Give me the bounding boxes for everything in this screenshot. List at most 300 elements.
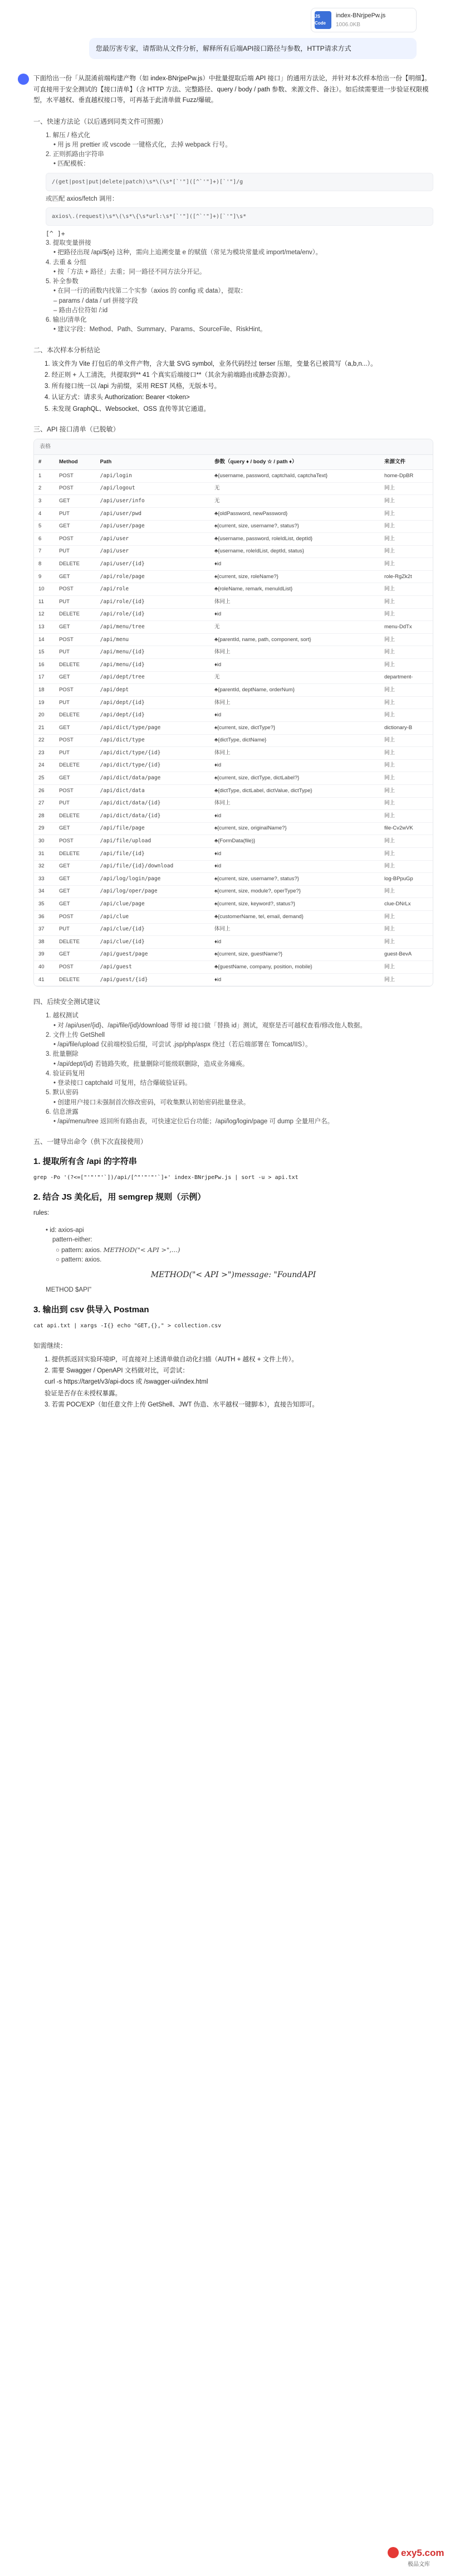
table-cell: PUT [55,545,96,558]
table-cell: /api/clue/page [96,898,210,911]
table-cell: 12 [34,608,55,621]
table-row [34,734,433,747]
table-cell: DELETE [55,558,96,571]
list-item: 1. 提供抓返回实验环境IP，可直接对上述清单做自动化扫描（AUTH + 越权 + 文件上传）。 [45,1356,298,1363]
table-cell: ♠{current, size, roleName?} [210,570,380,583]
table-cell: 同上 [380,747,433,760]
table-cell: menu-DdTx [380,621,433,634]
assistant-answer [33,74,433,1410]
item-line: • 登录接口 captchaId 可复用，结合爆破验证码。 [53,1080,192,1087]
table-cell: ♣{oldPassword, newPassword} [210,507,380,520]
table-cell: 4 [34,507,55,520]
table-cell: 同上 [380,784,433,797]
table-cell: 同上 [380,558,433,571]
table-cell: DELETE [55,659,96,672]
table-cell: POST [55,482,96,495]
list-item: 2. 需要 Swagger / OpenAPI 文档做对比，可尝试： [45,1367,189,1375]
table-cell: 17 [34,671,55,684]
table-cell: GET [55,570,96,583]
table-cell: 14 [34,633,55,646]
section-title-3: 三、API 接口清单（已脱敏） [33,425,120,433]
table-cell: 34 [34,885,55,898]
item-title: 5. 补全参数 [46,278,79,285]
table-cell: /api/dict/type [96,734,210,747]
table-row [34,696,433,709]
table-row [34,520,433,533]
table-header-cell: 来源文件 [380,455,433,470]
table-cell: 同上 [380,734,433,747]
table-cell: ♦id [210,860,380,873]
api-table [34,455,433,987]
table-cell: 40 [34,961,55,974]
table-cell: 同上 [380,772,433,785]
item-line: • 建议字段：Method、Path、Summary、Params、SourceFile、RiskHint。 [53,326,267,333]
table-cell: ♣{username, password, roleIdList, deptId} [210,533,380,546]
list-item: 2. 经正则 + 人工清洗，共提取到** 41 个真实后端接口**（其余为前端路由或静态资源）。 [45,371,295,379]
table-cell: DELETE [55,847,96,860]
item-title: 4. 验证码复用 [46,1070,85,1077]
table-row [34,709,433,722]
table-cell: 8 [34,558,55,571]
table-cell: file-Cv2wVK [380,822,433,835]
table-row [34,822,433,835]
table-cell: ♦id [210,973,380,986]
step-2-title: 2. 结合 JS 美化后，用 semgrep 规则（示例） [33,1192,206,1202]
regex-code-1: /(get|post|put|delete|patch)\s*\(\s*[`'"]([^`'"]+)[`'"]/g [46,173,433,191]
table-cell: 22 [34,734,55,747]
table-cell: ♦id [210,608,380,621]
table-cell: ♣{username, password, captchaId, captchaText} [210,470,380,483]
table-cell: ♠{current, size, guestName?} [210,948,380,961]
step-3-command: cat api.txt | xargs -I{} echo "GET,{}," > collection.csv [33,1322,222,1329]
table-cell: ♠{current, size, dictType, dictLabel?} [210,772,380,785]
item-title: 5. 默认密码 [46,1089,79,1097]
watermark-logo-icon [385,2540,446,2572]
table-cell: 体同上 [210,596,380,609]
table-cell: ♣{dictType, dictLabel, dictValue, dictType} [210,784,380,797]
step-1-title: 1. 提取所有含 /api 的字符串 [33,1157,137,1167]
table-cell: ♦id [210,847,380,860]
table-cell: /api/guest [96,961,210,974]
table-cell: role-RgZk2t [380,570,433,583]
list-item: 1. 该文件为 Vite 打包后的单文件产物，含大量 SVG symbol，业务代码经过 terser 压缩，变量名已被简写（a,b,n...）。 [45,360,377,367]
table-cell: ♠{current, size, keyword?, status?} [210,898,380,911]
table-cell: /api/role/page [96,570,210,583]
table-cell: 41 [34,973,55,986]
table-cell: 28 [34,810,55,823]
table-cell: /api/menu/{id} [96,659,210,672]
table-row [34,910,433,923]
table-cell: /api/file/{id}/download [96,860,210,873]
table-cell: 同上 [380,797,433,810]
table-cell: PUT [55,646,96,659]
table-cell: 同上 [380,973,433,986]
table-cell: POST [55,533,96,546]
table-cell: 体同上 [210,797,380,810]
rule-pattern-2: ○ pattern: axios. [56,1256,102,1263]
table-row [34,772,433,785]
table-cell: 9 [34,570,55,583]
item-title: 1. 越权测试 [46,1012,79,1020]
item-title: 6. 信息泄露 [46,1108,79,1115]
table-cell: 体同上 [210,696,380,709]
section-1-list [33,131,433,169]
table-row [34,646,433,659]
table-cell: POST [55,470,96,483]
table-header-cell: Path [96,455,210,470]
table-cell: GET [55,520,96,533]
table-cell: 同上 [380,923,433,936]
table-cell: 无 [210,482,380,495]
table-cell: 同上 [380,759,433,772]
item-line: • /api/dept/{id} 若链路失败，批量删除可能级联删除，造成业务瘫痪。 [53,1060,249,1068]
table-cell: /api/role/{id} [96,596,210,609]
table-cell: /api/user [96,545,210,558]
table-cell: GET [55,822,96,835]
table-cell: ♣{username, roleIdList, deptId, status} [210,545,380,558]
list-item: curl -s https://target/v3/api-docs 或 /swagger-ui/index.html [45,1379,208,1386]
table-cell: /api/dict/data/{id} [96,797,210,810]
table-cell: department- [380,671,433,684]
table-cell: GET [55,621,96,634]
item-line: • 匹配模板： [53,161,90,168]
table-cell: ♦id [210,810,380,823]
item-line: – 路由占位符如 /:id [53,307,108,314]
table-cell: 同上 [380,507,433,520]
table-row [34,608,433,621]
formula-tail: METHOD $API" [46,1287,92,1294]
table-cell: 无 [210,671,380,684]
rule-id: • id: axios-api [46,1227,84,1234]
table-cell: /api/user/info [96,495,210,508]
table-cell: 体同上 [210,747,380,760]
table-cell: POST [55,835,96,848]
table-cell: /api/dept [96,684,210,697]
step-1-command: grep -Po '(?<=["'"'"'`])/api/[^"'"'"'`]+' index-BNrjpePw.js | sort -u > api.txt [33,1174,299,1181]
table-cell: 2 [34,482,55,495]
table-cell: 23 [34,747,55,760]
table-cell: 同上 [380,596,433,609]
table-cell: /api/menu [96,633,210,646]
table-cell: 体同上 [210,923,380,936]
table-cell: 同上 [380,696,433,709]
table-cell: POST [55,734,96,747]
table-cell: ♠{current, size, originalName?} [210,822,380,835]
table-cell: 20 [34,709,55,722]
table-cell: 24 [34,759,55,772]
table-cell: 同上 [380,646,433,659]
table-cell: /api/clue [96,910,210,923]
table-cell: DELETE [55,759,96,772]
table-row [34,936,433,949]
table-cell: PUT [55,797,96,810]
table-cell: GET [55,722,96,735]
table-cell: 7 [34,545,55,558]
section-2-list [33,360,433,414]
section-title-4: 四、后续安全测试建议 [33,998,101,1006]
table-cell: ♦id [210,659,380,672]
table-header-cell: Method [55,455,96,470]
table-cell: 1 [34,470,55,483]
table-cell: 19 [34,696,55,709]
table-cell: DELETE [55,936,96,949]
table-cell: ♠{current, size, username?, status?} [210,520,380,533]
table-row [34,659,433,672]
item-line: • 把路径出现 /api/${e} 这种，需向上追溯变量 e 的赋值（常见为模块常量或 import/meta/env）。 [53,249,322,256]
table-cell: log-BPpuGp [380,873,433,886]
table-cell: 体同上 [210,646,380,659]
item-title: 1. 解压 / 格式化 [46,132,90,139]
list-item: 3. 所有接口统一以 /api 为前缀，采用 REST 风格，无版本号。 [45,383,221,390]
table-cell: /api/dept/tree [96,671,210,684]
table-row [34,923,433,936]
step-3-title: 3. 输出到 csv 供导入 Postman [33,1305,149,1315]
table-cell: 39 [34,948,55,961]
table-row [34,973,433,986]
table-cell: POST [55,684,96,697]
item-line: • 创建用户接口未强制首次修改密码，可收集默认初始密码批量登录。 [53,1099,250,1106]
item-title: 4. 去重 & 分组 [46,259,86,266]
table-cell: 16 [34,659,55,672]
table-cell: 同上 [380,520,433,533]
table-cell: 无 [210,495,380,508]
table-row [34,671,433,684]
table-cell: GET [55,495,96,508]
table-cell: GET [55,873,96,886]
table-cell: /api/user [96,533,210,546]
table-cell: ♣{FormData(file)} [210,835,380,848]
table-cell: 同上 [380,936,433,949]
item-title: 6. 输出/清单化 [46,317,87,324]
table-row [34,722,433,735]
table-row [34,596,433,609]
item-title: 2. 文件上传 GetShell [46,1031,105,1039]
table-cell: 3 [34,495,55,508]
item-title: 3. 批量删除 [46,1051,79,1058]
section-1-more-list [33,239,433,335]
table-cell: 35 [34,898,55,911]
table-row [34,948,433,961]
table-row [34,495,433,508]
table-cell: /api/menu/{id} [96,646,210,659]
table-cell: 同上 [380,684,433,697]
table-cell: GET [55,671,96,684]
rule-either: pattern-either: [52,1236,92,1244]
table-body [34,470,433,986]
table-row [34,633,433,646]
section-title-1: 一、快速方法论（以后遇到同类文件可照搬） [33,117,168,125]
table-cell: 同上 [380,910,433,923]
table-cell: /api/user/page [96,520,210,533]
table-cell: ♣{guestName, company, position, mobile} [210,961,380,974]
table-cell: 同上 [380,810,433,823]
table-header-cell: 参数（query ♦ / body ☆ / path ♦） [210,455,380,470]
table-cell: 同上 [380,885,433,898]
table-cell: ♠{current, size, module?, operType?} [210,885,380,898]
table-cell: /api/role/{id} [96,608,210,621]
attachment-card[interactable] [311,8,417,32]
table-cell: 15 [34,646,55,659]
table-cell: /api/logout [96,482,210,495]
table-cell: 37 [34,923,55,936]
table-cell: ♦id [210,759,380,772]
section-title-2: 二、本次样本分析结论 [33,346,101,354]
table-cell: 33 [34,873,55,886]
table-cell: dictionary-B [380,722,433,735]
table-cell: ♦id [210,709,380,722]
table-cell: GET [55,860,96,873]
table-row [34,684,433,697]
table-cell: 同上 [380,495,433,508]
table-cell: /api/file/page [96,822,210,835]
table-cell: ♠{current, size, dictType?} [210,722,380,735]
table-cell: 21 [34,722,55,735]
table-cell: 27 [34,797,55,810]
table-cell: ♣{roleName, remark, menuIdList} [210,583,380,596]
table-cell: /api/log/login/page [96,873,210,886]
table-cell: 同上 [380,608,433,621]
table-cell: 25 [34,772,55,785]
item-title: 3. 提取变量拼接 [46,240,91,247]
table-cell: 同上 [380,961,433,974]
item-line: • /api/menu/tree 返回所有路由表，可快速定位后台功能；/api/log/login/page 可 dump 全量用户名。 [53,1118,334,1126]
table-cell: GET [55,948,96,961]
extra-title: 如需继续： [33,1341,67,1350]
table-row [34,810,433,823]
table-cell: 30 [34,835,55,848]
table-cell: DELETE [55,973,96,986]
table-cell: /api/guest/page [96,948,210,961]
table-cell: /api/file/upload [96,835,210,848]
table-row [34,797,433,810]
table-cell: 38 [34,936,55,949]
attachment-name: index-BNrjpePw.js [336,12,386,20]
item-line: • 按「方法 + 路径」去重；同一路径不同方法分开记。 [53,268,206,275]
rules-label: rules: [33,1210,50,1217]
watermark [385,2540,446,2572]
table-row [34,961,433,974]
table-row [34,558,433,571]
table-row [34,847,433,860]
table-cell: /api/guest/{id} [96,973,210,986]
table-cell: GET [55,885,96,898]
table-cell: /api/role [96,583,210,596]
table-cell: 29 [34,822,55,835]
table-cell: 18 [34,684,55,697]
table-cell: POST [55,910,96,923]
table-cell: /api/clue/{id} [96,936,210,949]
table-header-cell: # [34,455,55,470]
table-row [34,860,433,873]
table-row [34,885,433,898]
section-4-list [33,1011,433,1127]
table-cell: GET [55,772,96,785]
table-cell: ♦id [210,558,380,571]
table-row [34,621,433,634]
table-cell: 同上 [380,835,433,848]
table-row [34,759,433,772]
table-cell: /api/dict/type/{id} [96,759,210,772]
table-cell: 10 [34,583,55,596]
list-item: 验证是否存在未授权暴露。 [45,1390,121,1397]
table-cell: ♦id [210,936,380,949]
table-cell: /api/dict/data/{id} [96,810,210,823]
table-cell: 11 [34,596,55,609]
table-cell: PUT [55,747,96,760]
table-cell: /api/user/{id} [96,558,210,571]
table-cell: 36 [34,910,55,923]
table-cell: 同上 [380,583,433,596]
table-cell: POST [55,961,96,974]
table-cell: DELETE [55,810,96,823]
table-cell: 13 [34,621,55,634]
table-row [34,570,433,583]
table-cell: 同上 [380,482,433,495]
item-title: 2. 正则抓路由字符串 [46,151,104,158]
item-line: – params / data / url 拼接字段 [53,297,138,304]
table-cell: 同上 [380,847,433,860]
table-cell: /api/dict/type/page [96,722,210,735]
rule-pattern-1-formula: METHOD("< API >",...) [103,1245,180,1254]
table-cell: PUT [55,507,96,520]
table-cell: /api/dept/{id} [96,696,210,709]
api-table-card [33,439,433,987]
table-cell: /api/dept/{id} [96,709,210,722]
table-row [34,482,433,495]
table-cell: guest-BevA [380,948,433,961]
list-item: 4. 认证方式：请求头 Authorization: Bearer <token> [45,394,190,401]
extra-list [33,1355,433,1410]
rule-pattern-1 [33,1245,433,1255]
table-cell: ♣{parentId, deptName, orderNum} [210,684,380,697]
table-cell: 同上 [380,659,433,672]
table-cell: ♣{dictType, dictName} [210,734,380,747]
table-cell: 同上 [380,533,433,546]
table-cell: 无 [210,621,380,634]
list-item: 5. 未发现 GraphQL、Websocket、OSS 直传等其它通道。 [45,405,210,413]
item-line: • 在同一行的函数内找第二个实参（axios 的 config 或 data），提取： [53,288,247,295]
table-cell: GET [55,898,96,911]
regex-code-2: axios\.(request)\s*\(\s*\{\s*url:\s*[`'"]([^`'"]+)[`'"]\s* [46,207,433,226]
table-cell: DELETE [55,608,96,621]
table-cell: 26 [34,784,55,797]
assistant-avatar-icon [18,74,29,85]
table-row [34,470,433,483]
table-cell: /api/file/{id} [96,847,210,860]
table-cell: 同上 [380,709,433,722]
table-row [34,784,433,797]
table-cell: /api/dict/type/{id} [96,747,210,760]
table-cell: ♣{customerName, tel, email, demand} [210,910,380,923]
formula-main: METHOD("< API >")message: "FoundAPI [150,1270,316,1280]
section-title-5: 五、一键导出命令（供下次直接使用） [33,1138,148,1146]
rule-pattern-1-prefix: ○ pattern: axios. [56,1246,102,1254]
table-cell: ♠{current, size, username?, status?} [210,873,380,886]
table-row [34,898,433,911]
table-cell: /api/clue/{id} [96,923,210,936]
table-cell: 同上 [380,545,433,558]
table-row [34,747,433,760]
item-line: • 对 /api/user/{id}、/api/file/{id}/download 等带 id 接口做「替换 id」测试，观察是否可越权查看/修改他人数据。 [53,1022,366,1029]
table-cell: 同上 [380,860,433,873]
table-cell: 同上 [380,633,433,646]
table-toolbar-label: 表格 [34,439,433,455]
user-message-row [0,0,450,32]
regex-note: 或匹配 axios/fetch 调用： [46,195,119,202]
table-cell: 6 [34,533,55,546]
watermark-subtext: 极品文库 [408,2562,430,2568]
table-row [34,835,433,848]
